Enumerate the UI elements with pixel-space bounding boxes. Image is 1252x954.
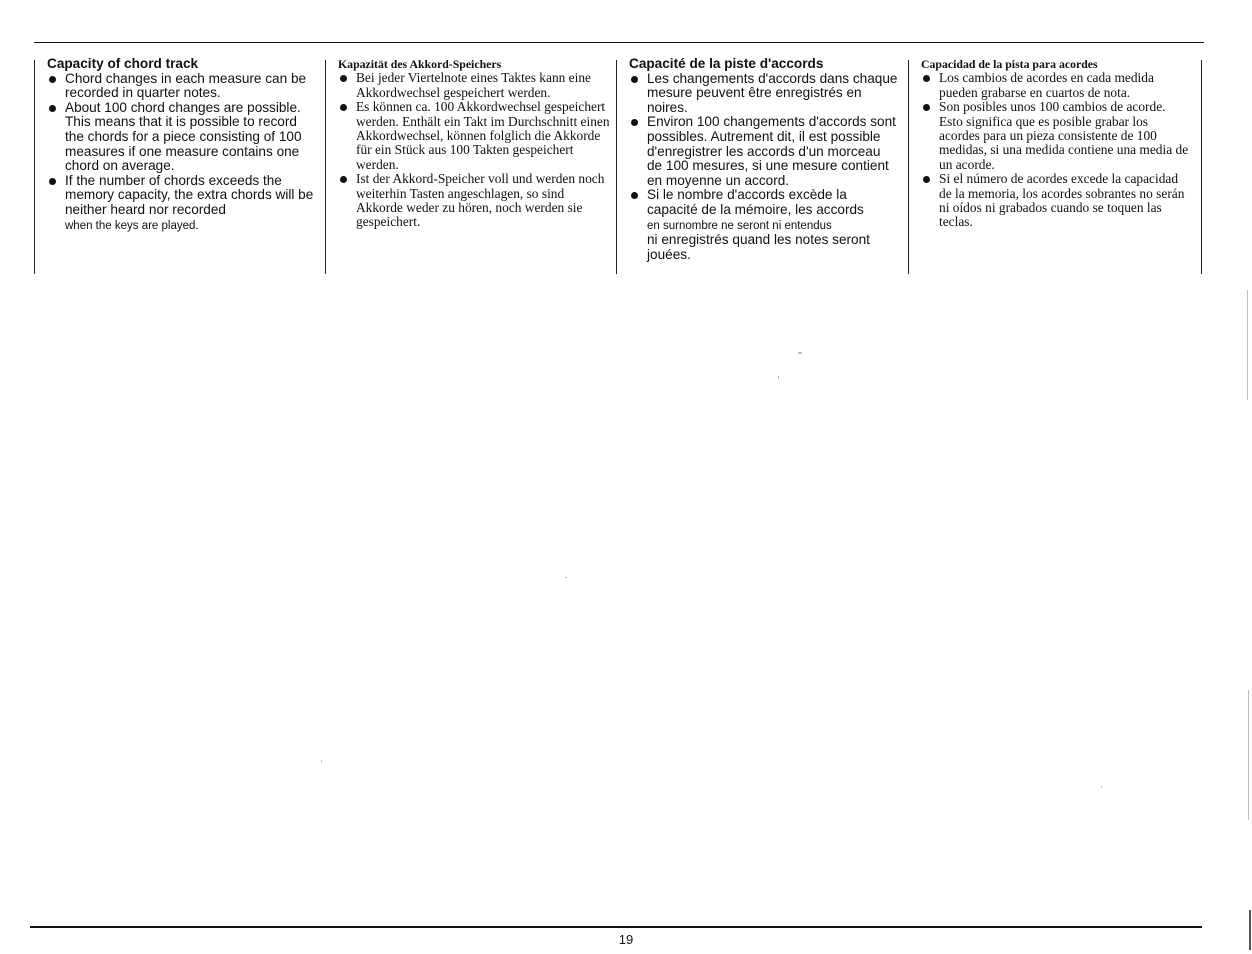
column-divider (325, 60, 326, 274)
column-divider (616, 60, 617, 274)
scan-speck (565, 577, 567, 578)
section-title-german: Kapazität des Akkord-Speichers (338, 57, 502, 71)
column-english (47, 57, 315, 233)
list-item: Los cambios de acordes en cada medida pueden grabarse en cuartos de nota. (921, 71, 1191, 100)
list-item-text-continued: when the keys are played. (65, 219, 199, 232)
list-item-text: Si le nombre d'accords excède la capacité de la mémoire, les accords (647, 187, 864, 217)
list-item (47, 174, 315, 233)
list-item: Environ 100 changements d'accords sont possibles. Autrement dit, il est possible d'enregistrer les accords d'un morceau de 100 mesures, si une mesure contient en moyenne un accord. (629, 115, 899, 188)
scan-speck (1101, 786, 1102, 788)
section-title-english: Capacity of chord track (47, 56, 199, 71)
list-item: Les changements d'accords dans chaque mesure peuvent être enregistrés en noires. (629, 72, 899, 116)
bullet-list-french (629, 72, 899, 263)
list-item: About 100 chord changes are possible. This means that it is possible to record the chords for a piece consisting of 100 measures if one measure contains one chord on average. (47, 101, 315, 174)
list-item: Ist der Akkord-Speicher voll und werden noch weiterhin Tasten angeschlagen, so sind Akkorde weder zu hören, noch werden sie gespeichert. (338, 172, 610, 230)
top-rule (34, 42, 1204, 43)
list-item: Es können ca. 100 Akkordwechsel gespeichert werden. Enthält ein Takt im Durchschnitt einen Akkordwechsel, können folglich die Akkorde für ein Stück aus 100 Takten gespeichert werden. (338, 100, 610, 172)
column-spanish (921, 57, 1191, 230)
page-number: 19 (618, 932, 634, 947)
scan-speck (798, 352, 802, 354)
list-item (629, 188, 899, 262)
list-item-text: If the number of chords exceeds the memory capacity, the extra chords will be neither heard nor recorded (65, 172, 314, 217)
bottom-rule (30, 926, 1202, 928)
list-item-text-continued: en surnombre ne seront ni entendus (647, 219, 832, 232)
column-french (629, 57, 899, 262)
list-item: Chord changes in each measure can be recorded in quarter notes. (47, 72, 315, 101)
bullet-list-spanish (921, 71, 1191, 229)
scan-edge-mark (1248, 690, 1249, 820)
section-title-french: Capacité de la piste d'accords (629, 56, 824, 71)
column-divider (34, 60, 35, 274)
bullet-list-english (47, 72, 315, 234)
column-divider (908, 60, 909, 274)
scan-speck (321, 760, 322, 762)
section-title-spanish: Capacidad de la pista para acordes (921, 57, 1098, 71)
column-divider (1201, 60, 1202, 274)
column-german (338, 57, 610, 230)
scan-edge-mark (1247, 290, 1248, 400)
list-item: Son posibles unos 100 cambios de acorde. Esto significa que es posible grabar los acordes para un pieza consistente de 100 medidas, si una medida contiene una media de un acorde. (921, 100, 1191, 172)
list-item: Si el número de acordes excede la capacidad de la memoria, los acordes sobrantes no serán ni oídos ni grabados cuando se toquen las teclas. (921, 172, 1191, 230)
scan-speck (778, 376, 779, 379)
list-item: Bei jeder Viertelnote eines Taktes kann eine Akkordwechsel gespeichert werden. (338, 71, 610, 100)
bullet-list-german (338, 71, 610, 229)
list-item-text-tail: ni enregistrés quand les notes seront jouées. (647, 232, 870, 262)
